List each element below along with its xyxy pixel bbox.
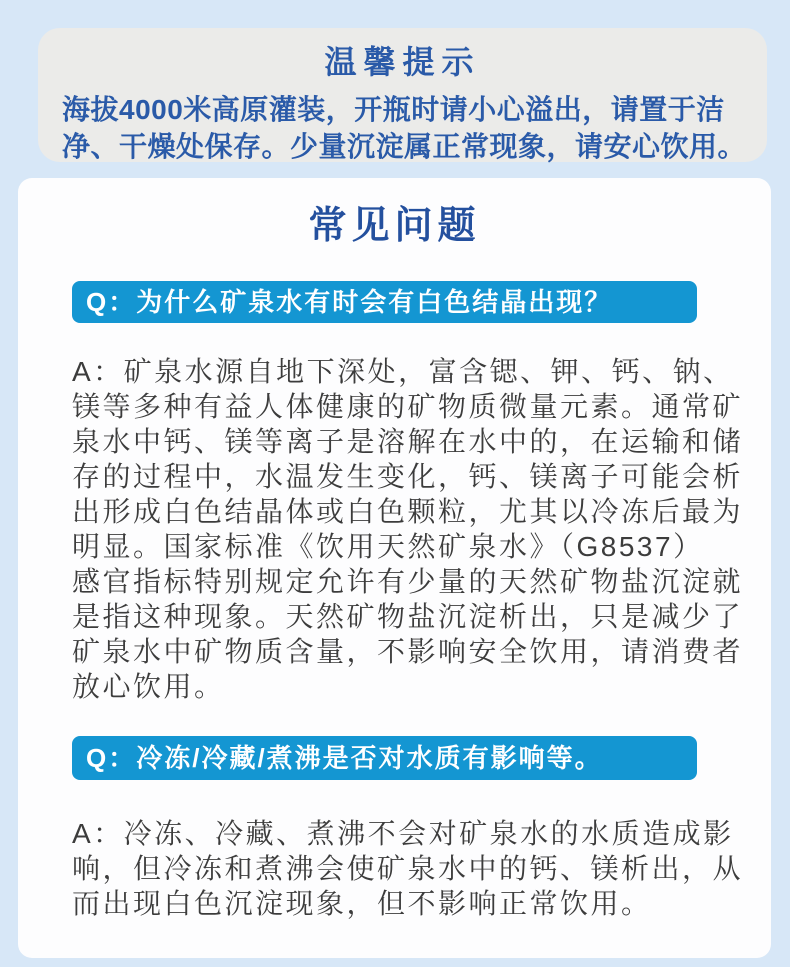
- faq-question-bar-2: Q：冷冻/冷藏/煮沸是否对水质有影响等。: [72, 736, 697, 780]
- warm-tips-card: [38, 28, 767, 162]
- warm-tips-line: 净、干燥处保存。少量沉淀属正常现象，请安心饮用。: [62, 131, 747, 162]
- warm-tips-line: 海拔4000米高原灌装，开瓶时请小心溢出，请置于洁: [62, 94, 725, 125]
- faq-answer-line: 是指这种现象。天然矿物盐沉淀析出，只是减少了: [72, 601, 744, 632]
- faq-question-bar-1: Q：为什么矿泉水有时会有白色结晶出现？: [72, 281, 697, 323]
- faq-answer-line: 明显。国家标准《饮用天然矿泉水》（G8537）: [72, 531, 704, 562]
- faq-card: [18, 178, 771, 958]
- faq-answer-2: [72, 816, 743, 921]
- faq-answer-line: 镁等多种有益人体健康的矿物质微量元素。通常矿: [72, 391, 744, 422]
- faq-answer-line: 放心饮用。: [72, 671, 225, 702]
- faq-answer-line: A：冷冻、冷藏、煮沸不会对矿泉水的水质造成影: [72, 818, 734, 849]
- faq-answer-line: 而出现白色沉淀现象，但不影响正常饮用。: [72, 888, 652, 919]
- warm-tips-body: [38, 91, 767, 165]
- faq-answer-line: 响，但冷冻和煮沸会使矿泉水中的钙、镁析出，从: [72, 853, 744, 884]
- warm-tips-title: 温馨提示: [324, 44, 481, 80]
- faq-answer-line: 泉水中钙、镁等离子是溶解在水中的，在运输和储: [72, 426, 744, 457]
- faq-answer-line: 出形成白色结晶体或白色颗粒，尤其以冷冻后最为: [72, 496, 744, 527]
- faq-answer-line: A：矿泉水源自地下深处，富含锶、钾、钙、钠、: [72, 356, 734, 387]
- faq-answer-line: 矿泉水中矿物质含量，不影响安全饮用，请消费者: [72, 636, 744, 667]
- faq-answer-1: [72, 354, 743, 704]
- faq-title: 常见问题: [308, 205, 481, 247]
- faq-answer-line: 感官指标特别规定允许有少量的天然矿物盐沉淀就: [72, 566, 744, 597]
- faq-answer-line: 存的过程中，水温发生变化，钙、镁离子可能会析: [72, 461, 744, 492]
